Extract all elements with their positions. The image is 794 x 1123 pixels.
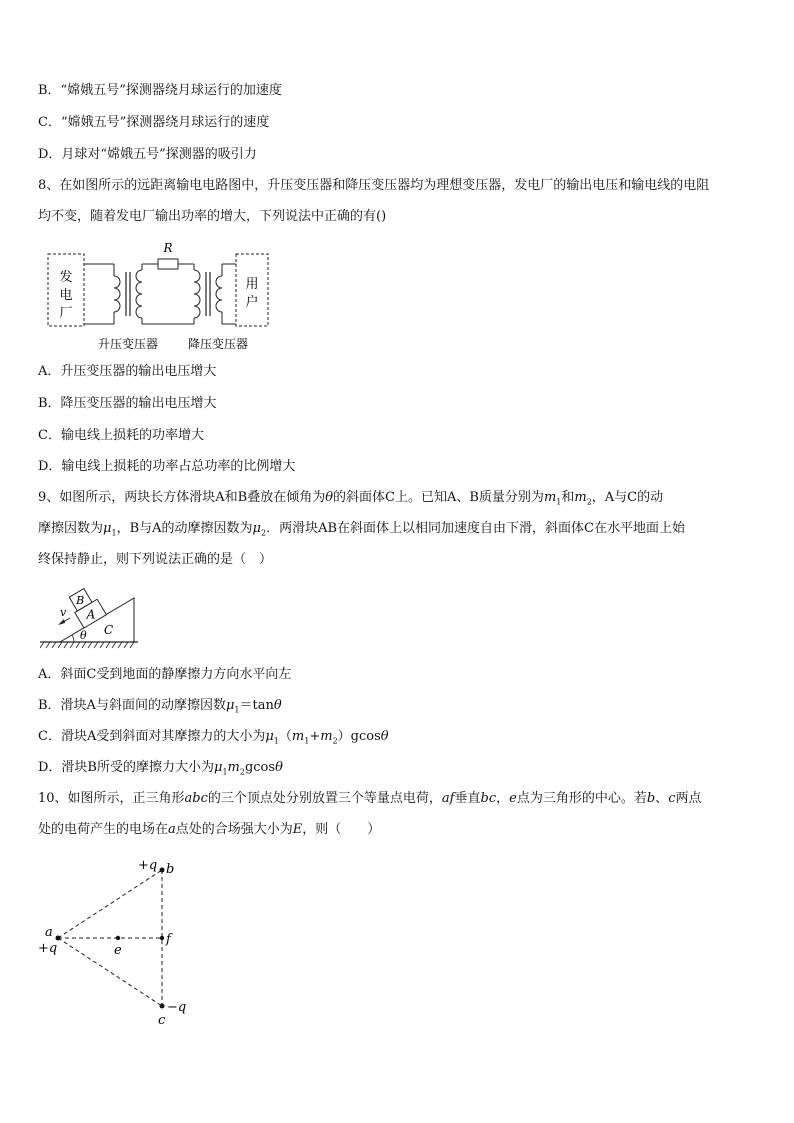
- point-b: [160, 868, 165, 873]
- a-label: a: [45, 925, 53, 940]
- q7-option-b: B．“嫦娥五号”探测器绕月球运行的加速度: [38, 83, 282, 98]
- q8-option-b: B．降压变压器的输出电压增大: [38, 396, 217, 411]
- step-down-label: 降压变压器: [187, 337, 249, 351]
- q8-stem-line1: 8、在如图所示的远距离输电电路图中，升压变压器和降压变压器均为理想变压器，发电厂的输出电压和输电线的电阻: [38, 178, 710, 193]
- e-label: e: [114, 943, 122, 958]
- q7-option-d: D．月球对“嫦娥五号”探测器的吸引力: [38, 147, 257, 162]
- power-plant-char-2: 电: [59, 288, 73, 303]
- C-label: C: [104, 623, 114, 637]
- q9-stem-line1: 9、如图所示，两块长方体滑块A和B叠放在倾角为θ的斜面体C上。已知A、B质量分别为$m_1$和$m_2$，A与C的动: [38, 490, 664, 507]
- c-label: c: [158, 1013, 166, 1028]
- user-char-1: 用: [245, 277, 259, 292]
- a-charge-label: +q: [38, 941, 58, 956]
- b-label: b: [166, 862, 175, 877]
- point-e: [116, 936, 120, 940]
- v-label: v: [60, 606, 67, 619]
- step-down-primary-coil: [194, 270, 200, 318]
- f-label: f: [166, 932, 171, 947]
- triangle-charges-diagram: [36, 852, 196, 1030]
- user-char-2: 户: [245, 295, 259, 310]
- resistor-R: [158, 259, 178, 269]
- b-charge-label: +q: [138, 858, 158, 873]
- q8-option-a: A．升压变压器的输出电压增大: [38, 364, 217, 379]
- q9-stem-line3: 终保持静止，则下列说法正确的是（ ）: [38, 552, 273, 567]
- point-a: [56, 936, 61, 941]
- incline-blocks-diagram: [40, 578, 144, 654]
- step-up-secondary-coil: [136, 270, 142, 318]
- q8-option-d: D．输电线上损耗的功率占总功率的比例增大: [38, 459, 296, 474]
- q8-stem-line2: 均不变，随着发电厂输出功率的增大，下列说法中正确的有(): [38, 209, 387, 224]
- q9-option-d: D．滑块B所受的摩擦力大小为$\mu_1m_2gcos\theta$: [38, 760, 283, 777]
- A-label: A: [86, 607, 96, 622]
- q9-option-a: A．斜面C受到地面的静摩擦力方向水平向左: [38, 667, 292, 682]
- step-down-secondary-coil: [216, 276, 222, 312]
- q7-option-c: C．“嫦娥五号”探测器绕月球运行的速度: [38, 115, 270, 130]
- step-up-primary-coil: [114, 276, 120, 312]
- power-transmission-diagram: [44, 238, 280, 356]
- q8-option-c: C．输电线上损耗的功率增大: [38, 428, 204, 443]
- q10-stem-line1: 10、如图所示，正三角形abc的三个顶点处分别放置三个等量点电荷，af垂直bc，e点为三角形的中心。若b、c两点: [38, 791, 702, 806]
- point-f: [160, 936, 164, 940]
- theta-label: θ: [80, 629, 87, 642]
- q9-option-c: C．滑块A受到斜面对其摩擦力的大小为$\mu_1(m_1+m_2)gcos\theta$: [38, 729, 389, 746]
- power-plant-char-1: 发: [59, 270, 73, 285]
- q10-stem-line2: 处的电荷产生的电场在a点处的合场强大小为E，则（ ）: [38, 822, 381, 837]
- power-plant-char-3: 厂: [59, 306, 73, 321]
- q9-option-b: B．滑块A与斜面间的动摩擦因数$\mu_1=\tan\theta$: [38, 698, 282, 715]
- B-label: B: [76, 594, 85, 608]
- point-c: [160, 1004, 165, 1009]
- step-up-label: 升压变压器: [97, 337, 159, 351]
- q9-stem-line2: 摩擦因数为$\mu_1$，B与A的动摩擦因数为$\mu_2$．两滑块AB在斜面体上以相同加速度自由下滑，斜面体C在水平地面上始: [38, 521, 685, 538]
- c-charge-label: −q: [167, 1000, 187, 1015]
- resistor-label: R: [163, 241, 173, 255]
